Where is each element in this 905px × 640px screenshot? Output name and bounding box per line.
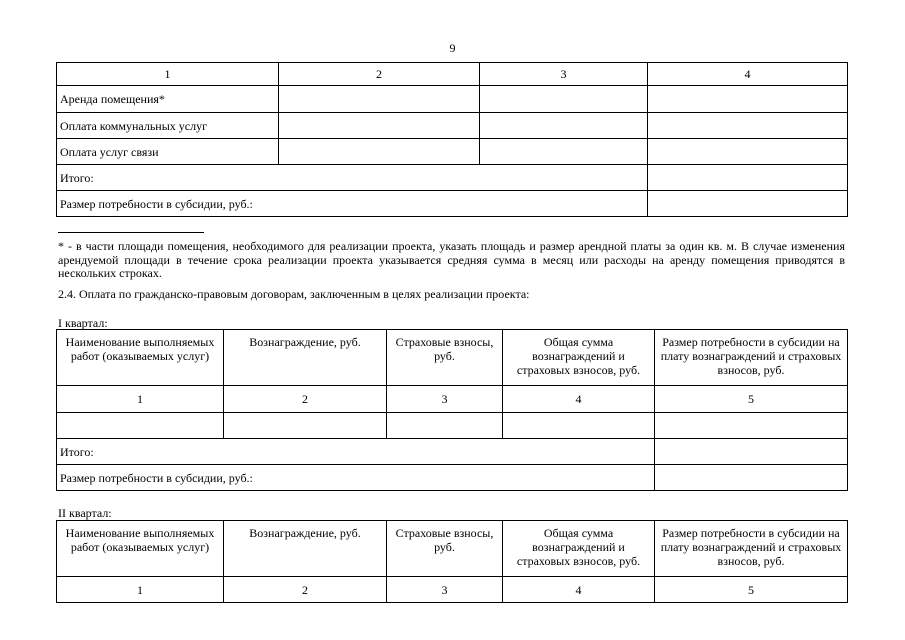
table-cell <box>655 465 848 491</box>
table-cell <box>503 413 655 439</box>
column-number: 1 <box>57 386 224 413</box>
column-header: Вознаграждение, руб. <box>224 330 387 386</box>
column-header: Страховые взносы, руб. <box>387 330 503 386</box>
column-number: 4 <box>503 386 655 413</box>
table-cell <box>279 86 480 113</box>
quarter-1-table <box>56 329 848 491</box>
table-cell <box>480 139 648 165</box>
table-cell <box>648 165 848 191</box>
column-number: 4 <box>503 577 655 603</box>
total-label: Итого: <box>57 165 648 191</box>
table-cell <box>655 413 848 439</box>
table-cell <box>387 413 503 439</box>
row-label-communication: Оплата услуг связи <box>57 139 279 165</box>
column-number: 4 <box>648 63 848 86</box>
column-number: 3 <box>387 577 503 603</box>
page-number: 9 <box>449 41 456 55</box>
table-cell <box>648 139 848 165</box>
column-header: Общая сумма вознаграждений и страховых взносов, руб. <box>503 521 655 577</box>
table-cell <box>655 439 848 465</box>
column-number: 2 <box>279 63 480 86</box>
table-cell <box>224 413 387 439</box>
table-cell <box>57 413 224 439</box>
expenses-table <box>56 62 848 217</box>
table-cell <box>279 113 480 139</box>
column-number: 3 <box>480 63 648 86</box>
column-header: Наименование выполняемых работ (оказываемых услуг) <box>57 521 224 577</box>
row-label-rent: Аренда помещения* <box>57 86 279 113</box>
column-header: Наименование выполняемых работ (оказываемых услуг) <box>57 330 224 386</box>
column-header: Размер потребности в субсидии на плату вознаграждений и страховых взносов, руб. <box>655 330 848 386</box>
column-header: Вознаграждение, руб. <box>224 521 387 577</box>
total-label: Итого: <box>57 439 655 465</box>
quarter-label: I квартал: <box>58 316 108 330</box>
subsidy-label: Размер потребности в субсидии, руб.: <box>57 191 648 217</box>
column-number: 2 <box>224 386 387 413</box>
quarter-2-table <box>56 520 848 603</box>
column-number: 3 <box>387 386 503 413</box>
column-header: Размер потребности в субсидии на плату вознаграждений и страховых взносов, руб. <box>655 521 848 577</box>
footnote: * - в части площади помещения, необходимого для реализации проекта, указать площадь и размер арендной платы за один кв. м. В случае изменения арендуемой площади в течение срока реализации проекта указывается средняя сумма в месяц или расходы на аренду помещения приводятся в нескольких строках. <box>58 239 845 280</box>
column-number: 2 <box>224 577 387 603</box>
table-cell <box>480 113 648 139</box>
row-label-utilities: Оплата коммунальных услуг <box>57 113 279 139</box>
footnote-divider <box>58 232 204 233</box>
column-header: Общая сумма вознаграждений и страховых взносов, руб. <box>503 330 655 386</box>
subsidy-label: Размер потребности в субсидии, руб.: <box>57 465 655 491</box>
table-cell <box>648 191 848 217</box>
column-number: 5 <box>655 386 848 413</box>
column-number: 1 <box>57 577 224 603</box>
table-cell <box>279 139 480 165</box>
quarter-label: II квартал: <box>58 506 112 520</box>
column-number: 1 <box>57 63 279 86</box>
table-cell <box>648 113 848 139</box>
section-heading: 2.4. Оплата по гражданско-правовым договорам, заключенным в целях реализации проекта: <box>58 287 530 301</box>
column-number: 5 <box>655 577 848 603</box>
table-cell <box>648 86 848 113</box>
column-header: Страховые взносы, руб. <box>387 521 503 577</box>
table-cell <box>480 86 648 113</box>
